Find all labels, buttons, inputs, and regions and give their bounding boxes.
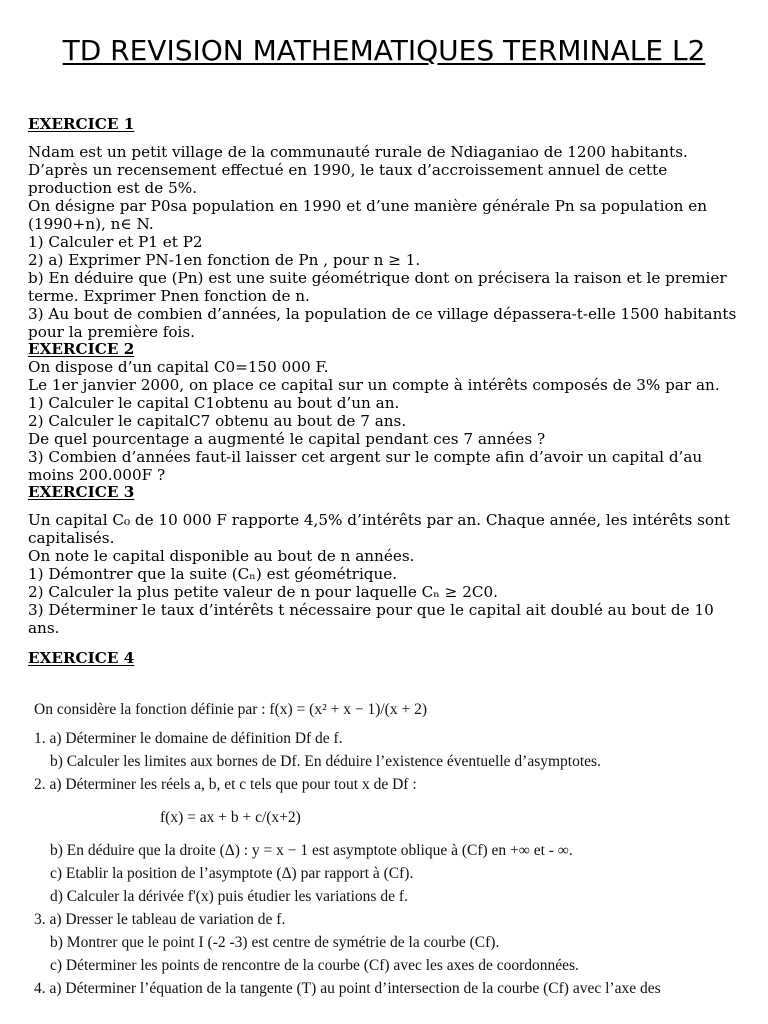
ex4-line-1: On considère la fonction définie par : f(x) = (x² + x − 1)/(x + 2) (34, 701, 427, 718)
ex4-line-3: b) Calculer les limites aux bornes de Df. En déduire l’existence éventuelle d’asymptotes. (50, 753, 601, 770)
ex1-line-6: 3) Au bout de combien d’années, la population de ce village dépassera-t-elle 1500 habitants pour la première fois. (28, 305, 737, 341)
ex4-line-8: d) Calculer la dérivée f'(x) puis étudier les variations de f. (50, 888, 408, 905)
exercise-4-scanned-block (30, 698, 740, 1000)
ex1-line-5: b) En déduire que (Pn) est une suite géométrique dont on précisera la raison et le premier terme. Exprimer Pnen fonction de n. (28, 269, 727, 305)
ex4-line-2: 1. a) Déterminer le domaine de définition Df de f. (34, 730, 343, 747)
ex3-line-1: Un capital C₀ de 10 000 F rapporte 4,5% d’intérêts par an. Chaque année, les intérêts sont capitalisés. (28, 511, 730, 547)
exercise-2 (28, 340, 740, 484)
ex4-line-4: 2. a) Déterminer les réels a, b, et c tels que pour tout x de Df : (34, 776, 417, 793)
ex1-line-4: 2) a) Exprimer PN-1en fonction de Pn , pour n ≥ 1. (28, 251, 421, 269)
ex4-line-5: f(x) = ax + b + c/(x+2) (160, 809, 301, 826)
exercise-4 (28, 649, 740, 667)
ex3-line-4: 2) Calculer la plus petite valeur de n pour laquelle Cₙ ≥ 2C0. (28, 583, 498, 601)
ex3-line-3: 1) Démontrer que la suite (Cₙ) est géométrique. (28, 565, 398, 583)
ex4-line-6: b) En déduire que la droite (Δ) : y = x − 1 est asymptote oblique à (Cf) en +∞ et - ∞. (50, 842, 573, 859)
exercise-3-body (28, 511, 740, 637)
exercise-2-heading: EXERCICE 2 (28, 340, 135, 358)
ex2-line-3: 1) Calculer le capital C1obtenu au bout d’un an. (28, 394, 400, 412)
ex2-line-5: De quel pourcentage a augmenté le capital pendant ces 7 années ? (28, 430, 546, 448)
exercise-4-heading: EXERCICE 4 (28, 649, 135, 667)
ex1-line-3: 1) Calculer et P1 et P2 (28, 233, 203, 251)
ex2-line-4: 2) Calculer le capitalC7 obtenu au bout de 7 ans. (28, 412, 407, 430)
exercise-1-body (28, 143, 740, 341)
ex3-line-2: On note le capital disponible au bout de n années. (28, 547, 415, 565)
ex2-line-6: 3) Combien d’années faut-il laisser cet argent sur le compte afin d’avoir un capital d’au moins 200.000F ? (28, 448, 703, 484)
ex4-line-9: 3. a) Dresser le tableau de variation de f. (34, 911, 286, 928)
ex2-line-2: Le 1er janvier 2000, on place ce capital sur un compte à intérêts composés de 3% par an. (28, 376, 720, 394)
ex4-line-11: c) Déterminer les points de rencontre de la courbe (Cf) avec les axes de coordonnées. (50, 957, 579, 974)
ex3-line-5: 3) Déterminer le taux d’intérêts t nécessaire pour que le capital ait doublé au bout de 10 ans. (28, 601, 714, 637)
exercise-1 (28, 115, 740, 133)
ex4-line-7: c) Etablir la position de l’asymptote (Δ) par rapport à (Cf). (50, 865, 414, 882)
page-title: TD REVISION MATHEMATIQUES TERMINALE L2 (62, 34, 706, 67)
ex4-line-12: 4. a) Déterminer l’équation de la tangente (T) au point d’intersection de la courbe (Cf) avec l’axe des (34, 980, 661, 997)
ex2-line-1: On dispose d’un capital C0=150 000 F. (28, 358, 329, 376)
ex1-line-1: Ndam est un petit village de la communauté rurale de Ndiaganiao de 1200 habitants. D’après un recensement effectué en 1990, le taux d’accroissement annuel de cette production est de 5%. (28, 143, 688, 197)
exercise-3 (28, 483, 740, 501)
ex1-line-2: On désigne par P0sa population en 1990 et d’une manière générale Pn sa population en (1990+n), n∈ N. (28, 197, 707, 233)
exercise-1-heading: EXERCICE 1 (28, 115, 135, 133)
exercise-3-heading: EXERCICE 3 (28, 483, 135, 501)
ex4-line-10: b) Montrer que le point I (-2 -3) est centre de symétrie de la courbe (Cf). (50, 934, 500, 951)
